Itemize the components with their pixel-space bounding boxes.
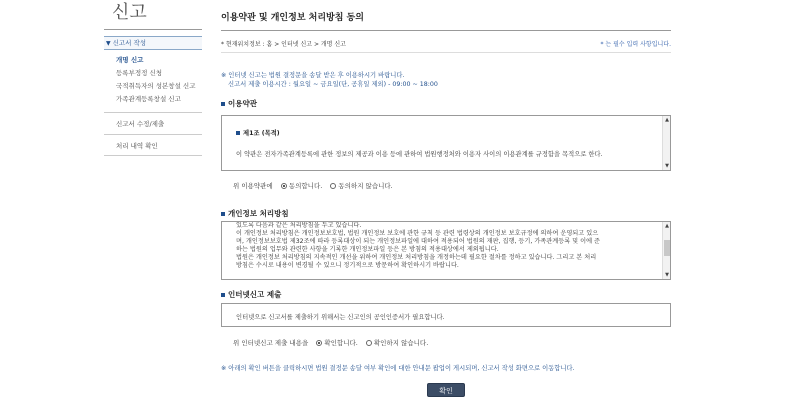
terms-article-title [236, 128, 280, 137]
sidebar-item-edit-submit[interactable]: 신고서 수정/제출 [104, 112, 202, 134]
privacy-line: 방침은 수시로 내용이 변경될 수 있으니 정기적으로 방문하여 확인하시기 바랍니다. [236, 262, 459, 269]
internet-agree-radio[interactable] [316, 340, 322, 346]
section-bullet-icon [221, 212, 225, 216]
title-divider [221, 30, 671, 31]
internet-agree-option[interactable]: 확인합니다. [324, 339, 358, 347]
privacy-heading-label: 개인정보 처리방침 [228, 209, 289, 218]
article-bullet-icon [236, 131, 240, 135]
privacy-box[interactable] [221, 221, 671, 280]
usage-notice-line1: ※ 인터넷 신고는 법원 결정문을 송달 받은 후 이용하시기 바랍니다. [221, 72, 405, 79]
sidebar-menu [104, 36, 202, 156]
sidebar-item-surname-creation[interactable]: 국적취득자의 성본창설 신고 [116, 82, 196, 90]
terms-heading-label: 이용약관 [228, 99, 257, 108]
breadcrumb-divider [221, 52, 671, 53]
bottom-notice: ※ 아래의 확인 버튼을 클릭하시면 법원 결정문 송달 여부 확인에 대한 안내문 팝업이 게시되며, 신고서 작성 화면으로 이동합니다. [221, 365, 575, 372]
sidebar-item-name-change[interactable]: 개명 신고 [116, 56, 144, 64]
terms-disagree-radio[interactable] [330, 183, 336, 189]
sidebar-section-header[interactable] [104, 36, 202, 50]
usage-notice-line2: 신고서 제출 이용시간 : 월요일 ~ 금요일(단, 공휴일 제외) - 09:00 ~ 18:00 [228, 81, 438, 88]
sidebar-section-label: 신고서 작성 [112, 39, 147, 47]
internet-heading [221, 289, 281, 300]
privacy-line: 이 개인정보 처리방침은 개인정보보호법, 법원 개인정보 보호에 관한 규칙 등 관련 법령상의 개인정보 보호규정에 의하여 운영되고 있으 [236, 230, 599, 237]
confirm-button[interactable]: 확인 [427, 383, 465, 397]
internet-box-text: 인터넷으로 신고서를 제출하기 위해서는 신고인의 공인인증서가 필요합니다. [236, 314, 445, 321]
privacy-text [222, 222, 670, 270]
sidebar-item-family-registration[interactable]: 가족관계등록창설 신고 [116, 95, 181, 103]
sidebar [104, 0, 202, 402]
internet-disagree-option[interactable]: 확인하지 않습니다. [373, 339, 429, 347]
privacy-line: 하는 법원의 업무와 관련한 사항을 기록한 개인정보파일 등은 본 방침의 적용대상에서 제외됩니다. [236, 246, 499, 253]
sidebar-item-correction[interactable]: 등록부정정 신청 [116, 69, 163, 77]
sidebar-title: 신고 [104, 0, 202, 30]
section-bullet-icon [221, 102, 225, 106]
scroll-up-icon[interactable]: ▲ [665, 117, 669, 123]
terms-article-title-label: 제1조 (목적) [243, 130, 280, 137]
internet-box [221, 303, 671, 327]
terms-disagree-option[interactable]: 동의하지 않습니다. [338, 182, 393, 190]
required-note: * 는 필수 입력 사항입니다. [600, 41, 671, 48]
terms-agree-option[interactable]: 동의합니다. [288, 182, 323, 190]
terms-scrollbar[interactable] [662, 116, 670, 170]
internet-agree-row [233, 338, 428, 347]
internet-heading-label: 인터넷신고 제출 [228, 290, 282, 299]
terms-heading [221, 98, 257, 109]
scroll-thumb[interactable] [664, 240, 670, 256]
privacy-heading [221, 208, 289, 219]
privacy-line: 법원은 개인정보 처리방침의 지속적인 개선을 위하여 개인정보 처리방침을 개정하는데 필요한 절차를 정하고 있습니다. 그리고 본 처리 [236, 254, 597, 261]
terms-agree-label: 위 이용약관에 [233, 182, 273, 190]
chevron-down-icon: ▼ [106, 40, 111, 47]
section-bullet-icon [221, 293, 225, 297]
internet-disagree-radio[interactable] [366, 340, 372, 346]
internet-agree-label: 위 인터넷신고 제출 내용을 [233, 339, 309, 347]
scroll-down-icon[interactable]: ▼ [665, 163, 669, 169]
page-title: 이용약관 및 개인정보 처리방침 동의 [221, 13, 364, 23]
terms-article-text: 이 약관은 전자가족관계등록에 관한 정보의 제공과 이용 등에 관하여 법원행정처와 이용자 사이의 이용관계를 규정함을 목적으로 한다. [236, 151, 603, 158]
scroll-up-icon[interactable]: ▲ [665, 223, 669, 229]
privacy-line: 있도록 다음과 같은 처리방침을 두고 있습니다. [236, 222, 362, 229]
terms-agree-radio[interactable] [281, 183, 287, 189]
usage-notice [221, 71, 438, 89]
terms-agree-row [233, 181, 393, 190]
terms-box[interactable] [221, 115, 671, 171]
scroll-down-icon[interactable]: ▼ [665, 272, 669, 278]
privacy-scrollbar[interactable] [662, 222, 670, 279]
privacy-line: 며, 개인정보보호법 제32조에 따라 등록대상이 되는 개인정보파일에 대하여 적용되어 법원의 재판, 집행, 등기, 가족관계등록 및 이에 준 [236, 238, 600, 245]
sidebar-item-history[interactable]: 처리 내역 확인 [104, 134, 202, 156]
breadcrumb: * 현재위치정보 : 홈 > 인터넷 신고 > 개명 신고 [221, 41, 346, 48]
